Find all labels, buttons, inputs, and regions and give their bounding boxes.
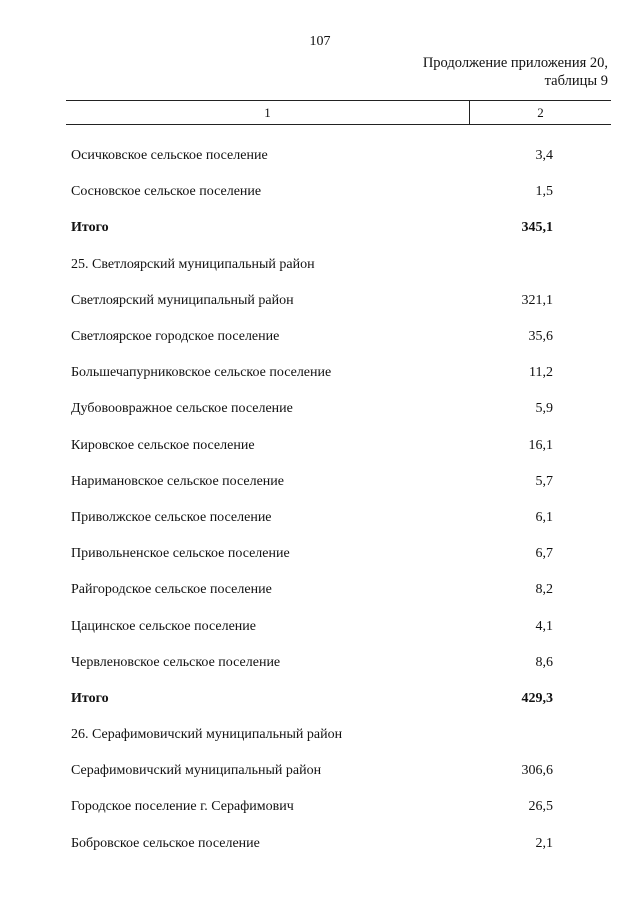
table-row [66, 283, 611, 319]
continuation-line-2: таблицы 9 [544, 73, 608, 89]
table-row [66, 355, 611, 391]
row-value: 16,1 [528, 437, 553, 453]
row-name: Привольненское сельское поселение [71, 546, 290, 562]
row-name: Серафимовичский муниципальный район [71, 763, 322, 779]
row-value: 8,6 [535, 654, 553, 670]
column-header-2: 2 [537, 105, 544, 120]
row-value: 26,5 [528, 799, 553, 815]
column-header-1: 1 [66, 101, 470, 124]
table-row [66, 500, 611, 536]
row-value: 8,2 [535, 582, 553, 598]
row-name: 26. Серафимовичский муниципальный район [71, 727, 343, 743]
row-name: Светлоярское городское поселение [71, 329, 280, 345]
row-value: 321,1 [521, 292, 553, 308]
row-name: Наримановское сельское поселение [71, 473, 285, 489]
row-value: 5,7 [535, 473, 553, 489]
table-row [66, 319, 611, 355]
row-value: 2,1 [535, 835, 553, 851]
table-body [66, 138, 611, 862]
continuation-note [423, 54, 608, 90]
table-row [66, 174, 611, 210]
table-row [66, 826, 611, 862]
row-name: Городское поселение г. Серафимович [71, 799, 294, 815]
row-name: Большечапурниковское сельское поселение [71, 365, 332, 381]
row-name: Осичковское сельское поселение [71, 148, 268, 164]
row-value: 5,9 [535, 401, 553, 417]
row-value: 306,6 [521, 763, 553, 779]
page-number: 107 [309, 34, 331, 49]
row-name: Приволжское сельское поселение [71, 509, 272, 525]
table-row [66, 138, 611, 174]
table-header [66, 100, 611, 125]
row-name: Светлоярский муниципальный район [71, 292, 294, 308]
table-row [66, 391, 611, 427]
row-value: 345,1 [521, 220, 553, 236]
row-value: 429,3 [521, 690, 553, 706]
row-name: 25. Светлоярский муниципальный район [71, 256, 315, 272]
row-name: Итого [71, 690, 109, 706]
row-value: 11,2 [529, 365, 553, 381]
table-row [66, 753, 611, 789]
table-row [66, 789, 611, 825]
row-value: 6,7 [535, 546, 553, 562]
total-row [66, 210, 611, 246]
row-value: 4,1 [535, 618, 553, 634]
table-row [66, 428, 611, 464]
row-value: 1,5 [535, 184, 553, 200]
table-row [66, 572, 611, 608]
table-row [66, 464, 611, 500]
table-row [66, 608, 611, 644]
data-table [66, 100, 611, 862]
row-name: Червленовское сельское поселение [71, 654, 281, 670]
row-name: Цацинское сельское поселение [71, 618, 256, 634]
table-row [66, 536, 611, 572]
row-name: Сосновское сельское поселение [71, 184, 262, 200]
row-value: 6,1 [535, 509, 553, 525]
continuation-line-1: Продолжение приложения 20, [422, 55, 608, 71]
section-heading-row [66, 247, 611, 283]
section-heading-row [66, 717, 611, 753]
row-value: 35,6 [528, 329, 553, 345]
row-value: 3,4 [535, 148, 553, 164]
row-name: Бобровское сельское поселение [71, 835, 260, 851]
table-row [66, 645, 611, 681]
row-name: Итого [71, 220, 109, 236]
row-name: Дубовоовражное сельское поселение [71, 401, 293, 417]
row-name: Кировское сельское поселение [71, 437, 255, 453]
row-name: Райгородское сельское поселение [71, 582, 272, 598]
total-row [66, 681, 611, 717]
